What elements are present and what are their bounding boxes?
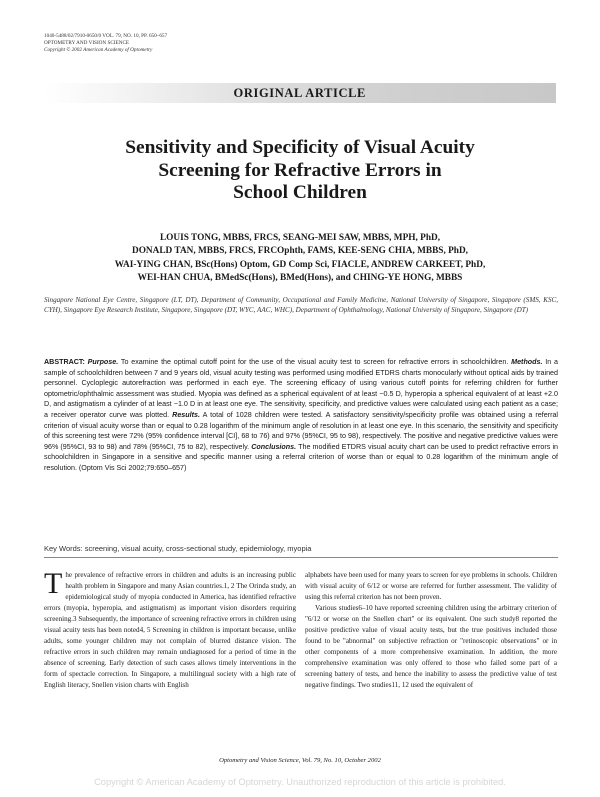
copyright-notice: Copyright © American Academy of Optometry. Unauthorized reproduction of this article is prohibited. xyxy=(94,777,506,787)
page-footer: Optometry and Vision Science, Vol. 79, No. 10, October 2002 xyxy=(219,757,381,764)
authors-line-2: DONALD TAN, MBBS, FRCS, FRCOphth, FAMS, KEE-SENG CHIA, MBBS, PhD, xyxy=(131,246,469,257)
author-list xyxy=(52,232,548,286)
abstract-label: ABSTRACT: xyxy=(44,358,85,366)
conclusions-text: The modified ETDRS visual acuity chart can be used to predict refractive errors in schoolchildren in Singapore in a sensitive and specific manner using a referral criterion of worse than or equal to 0.28 logarithm of the minimum angle of resolution. (Optom Vis Sci 2002;79:650–657) xyxy=(44,442,559,472)
meta-line-1: 1040-5488/02/7910-0650/0 VOL. 79, NO. 10, PP. 650–657 xyxy=(44,33,168,39)
section-divider xyxy=(44,557,558,558)
methods-label: Methods. xyxy=(511,358,543,366)
meta-line-3: Copyright © 2002 American Academy of Optometry xyxy=(44,47,153,53)
authors-line-1: LOUIS TONG, MBBS, FRCS, SEANG-MEI SAW, MBBS, MPH, PhD, xyxy=(159,233,441,243)
right-paragraph-1: alphabets have been used for many years to screen for eye problems in schools. Children with visual acuity of 6/12 or worse are referred for further assessment. The validity of using this referral criterion has not been proven. xyxy=(305,571,557,602)
affiliations: Singapore National Eye Centre, Singapore (LT, DT), Department of Community, Occupational and Family Medicine, National University of Singapore, Singapore (SMS, KSC, CYH), Singapore Eye Research Institute, Singapore, Singapore (DT, WYC, AAC, WHC), Department of Ophthalmology, National University of Singapore, Singapore (DT) xyxy=(44,296,558,314)
results-text: A total of 1028 children were tested. A satisfactory sensitivity/specificity profile was obtained using a referral criterion of visual acuity worse than or equal to 0.28 logarithm of the minimum angle of resolution in at least one eye. In this scenario, the sensitivity and specificity of this screening test were 72% (95% confidence interval [CI], 68 to 76) and 97% (95%CI, 95 to 98), respectively. The positive and negative predictive values were 96% (95%CI, 93 to 98) and 78% (95%CI, 75 to 82), respectively. xyxy=(44,410,559,451)
title-line-1: Sensitivity and Specificity of Visual Acuity xyxy=(125,137,475,158)
meta-line-2: OPTOMETRY AND VISION SCIENCE xyxy=(44,40,130,46)
keywords: Key Words: screening, visual acuity, cross-sectional study, epidemiology, myopia xyxy=(44,544,312,553)
left-paragraph-1: he prevalence of refractive errors in children and adults is an increasing public health problem in Singapore and many Asian countries.1, 2 The Orinda study, an epidemiological study of myopia conducted in America, has identified refractive errors (myopia, hyperopia, and astigmatism) as important vision disorders requiring screening.3 Subsequently, the importance of screening refractive errors in children using visual acuity tests has been noted4, 5 Screening in children is important because, unlike adults, some younger children may not complain of blurred distance vision. The refractive errors in such children may remain undiagnosed for a period of time in the absence of screening. Early detection of such cases allows timely interventions in the form of spectacle correction. In Singapore, a multilingual society with a high rate of English literacy, Snellen vision charts with English xyxy=(44,571,296,690)
methods-text: In a sample of schoolchildren between 7 and 9 years old, visual acuity testing was performed using modified ETDRS charts monocularly without optical aids by trained personnel. Cycloplegic autorefraction was performed in each eye. The screening efficacy of using various cutoff points for referring children for further optometric/ophthalmic assessment was studied. Myopia was defined as a spherical equivalent of at least −0.5 D, hyperopia a spherical equivalent of at least +2.0 D, and astigmatism a cylinder of at least −1.0 D in at least one eye. The sensitivity, specificity, and predictive values were calculated using each patient as a case; a receiver operator curve was plotted. xyxy=(44,358,559,419)
journal-meta xyxy=(44,33,167,54)
purpose-text: To examine the optimal cutoff point for the use of the visual acuity test to screen for refractive errors in schoolchildren. xyxy=(120,358,509,366)
abstract xyxy=(44,357,558,474)
article-type-label: ORIGINAL ARTICLE xyxy=(233,86,366,100)
article-type-banner xyxy=(44,83,556,103)
title-line-2: Screening for Refractive Errors in xyxy=(158,159,442,181)
body-column-right xyxy=(305,570,557,692)
purpose-label: Purpose. xyxy=(87,358,119,366)
title-line-3: School Children xyxy=(233,182,367,203)
authors-line-3: WAI-YING CHAN, BSc(Hons) Optom, GD Comp Sci, FIACLE, ANDREW CARKEET, PhD, xyxy=(114,259,486,270)
drop-cap: T xyxy=(44,567,63,600)
authors-line-4: WEI-HAN CHUA, BMedSc(Hons), BMed(Hons), and CHING-YE HONG, MBBS xyxy=(137,273,463,284)
article-title xyxy=(40,137,560,205)
right-paragraph-2: Various studies6–10 have reported screening children using the arbitrary criterion of "6/12 or worse on the Snellen chart" or its equivalent. One such study8 reported the positive predictive value of visual acuity tests, but the true positives included those found to be "abnormal" on subjective refraction or "retinoscopic observations" or in other components of a more comprehensive examination. In addition, the more comprehensive examination was only offered to those who failed some part of a screening battery of tests, and hence the inability to assess the predictive value of test negative findings. Two studies11, 12 used the equivalent of xyxy=(305,604,557,690)
conclusions-label: Conclusions. xyxy=(251,442,297,451)
results-label: Results. xyxy=(172,410,200,419)
body-column-left xyxy=(44,567,296,692)
